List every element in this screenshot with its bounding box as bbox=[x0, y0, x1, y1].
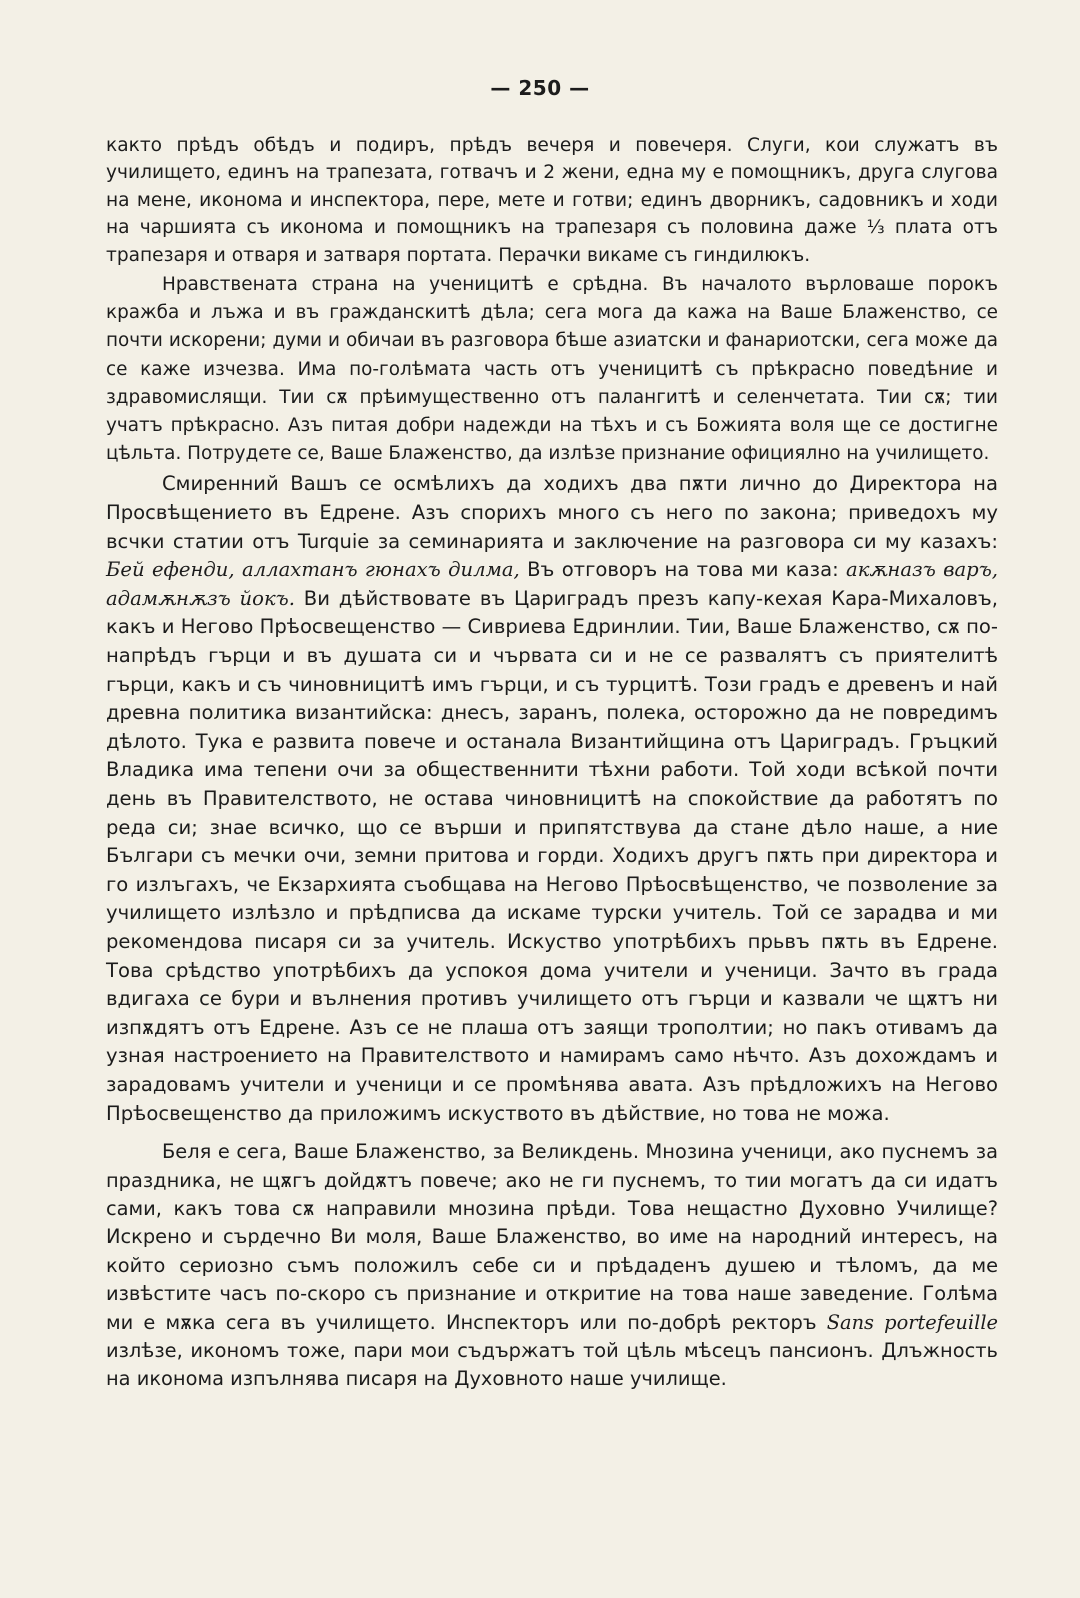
paragraph-3-italic-phrase-2: акѫназъ варъ, адамѫнѫзъ йокъ. bbox=[106, 558, 999, 610]
paragraph-3-text-middle: Въ отговоръ на това ми каза: bbox=[519, 558, 847, 582]
paragraph-3-italic-phrase-1: Бей ефенди, аллахтанъ гюнахъ дилма, bbox=[106, 558, 520, 582]
page-number: — 250 — bbox=[490, 76, 590, 100]
paragraph-4 bbox=[106, 1138, 998, 1394]
text-body bbox=[106, 132, 998, 1394]
paragraph-3-text-end: Ви дѣйствовате въ Цариградъ презъ капу-кехая Кара-Михаловъ, какъ и Негово Прѣосвещенство — Сивриева Едринлии. Тии, Ваше Блаженство, сѫ по-напрѣдъ гърци и въ душата си и чървата си и не се развалятъ съ приятелитѣ гърци, какъ и съ чиновницитѣ имъ гърци, и съ турцитѣ. Този градъ е древенъ и най древна политика византийска: днесъ, заранъ, полека, осторожно да не повредимъ дѣлото. Тука е развита повече и останала Византийщина отъ Цариградъ. Гръцкий Владика има тепени очи за общественнити тѣхни работи. Той ходи всѣкой почти день въ Правителството, не остава чиновницитѣ на спокойствие да работятъ по реда си; знае всичко, що се върши и припятствува да стане дѣло наше, а ние Българи съ мечки очи, земни притова и горди. Ходихъ другъ пѫть при директора и го излъгахъ, че Екзархията съобщава на Негово Прѣосвѣщенство, че позволение за училището излѣзло и прѣдписва да искаме турски учитель. Той се зарадва и ми рекомендова писаря си за учитель. Искуство употрѣбихъ прьвъ пѫть въ Едрене. Това срѣдство употрѣбихъ да успокоя дома учители и ученици. Зачто въ града вдигаха се бури и вълнения противъ училището отъ гърци и казвали че щѫтъ ни изпѫдятъ отъ Едрене. Азъ се не плаша отъ заящи трополтии; но пакъ отивамъ да узная настроението на Правителството и намирамъ само нѣчто. Азъ дохождамъ и зарадовамъ учители и ученици и се промѣнява авата. Азъ прѣдложихъ на Негово Прѣосвещенство да приложимъ искуството въ дѣйствие, но това не можа. bbox=[106, 586, 998, 1125]
paragraph-1: както прѣдъ обѣдъ и подиръ, прѣдъ вечеря и повечеря. Слуги, кои служатъ въ училището, единъ на трапезата, готвачъ и 2 жени, една му е помощникъ, друга слугова на мене, иконома и инспектора, пере, мете и готви; единъ дворникъ, садовникъ и ходи на чаршията съ иконома и помощникъ на трапезаря съ половина даже ⅓ плата отъ трапезаря и отваря и затваря портата. Перачки викаме съ гиндилюкъ. bbox=[106, 135, 998, 266]
paragraph-2: Нравствената страна на ученицитѣ е срѣдна. Въ началото върловаше порокъ кражба и лъжа и въ гражданскитѣ дѣла; сега мога да кажа на Ваше Блаженство, се почти искорени; думи и обичаи въ разговора бѣше азиатски и фанариотски, сега може да се каже изчезва. Има по-голѣмата часть отъ ученицитѣ съ прѣкрасно поведѣние и здравомислящи. Тии сѫ прѣимущественно отъ палангитѣ и селенчетата. Тии сѫ; тии учатъ прѣкрасно. Азъ питая добри надежди на тѣхъ и съ Божията воля ще се достигне цѣльта. Потрудете се, Ваше Блаженство, да излѣзе признание официялно на училището. bbox=[106, 274, 998, 465]
paragraph-3-text-start: Смиренний Вашъ се осмѣлихъ да ходихъ два пѫти лично до Директора на Просвѣщението въ Едрене. Азъ спорихъ много съ него по закона; приведохъ му всчки статии отъ Turquie за семинарията и заключение на разговора си му казахъ: bbox=[106, 472, 998, 553]
paragraph-4-text-end: излѣзе, икономъ тоже, пари мои съдържатъ той цѣль мѣсецъ пансионъ. Длъжность на иконома изпълнява писаря на Духовното наше училище. bbox=[106, 1338, 998, 1391]
paragraph-4-italic-phrase: Sans portefeuille bbox=[826, 1310, 998, 1334]
paragraph-3 bbox=[106, 470, 998, 1128]
paragraph-4-text-start: Беля е сега, Ваше Блаженство, за Великдень. Мнозина ученици, ако пуснемъ за праздника, не щѫгъ дойдѫтъ повече; ако не ги пуснемъ, то тии могатъ да си идатъ сами, какъ това сѫ направили мнозина прѣди. Това нещастно Духовно Училище? Искрено и сърдечно Ви моля, Ваше Блаженство, во име на народний интересъ, на който сериозно съмъ положилъ себе си и прѣдаденъ душею и тѣломъ, да ме извѣстите часъ по-скоро съ признание и откритие на това наше заведение. Голѣма ми е мѫка сега въ училището. Инспекторъ или по-добрѣ ректоръ bbox=[106, 1140, 998, 1334]
